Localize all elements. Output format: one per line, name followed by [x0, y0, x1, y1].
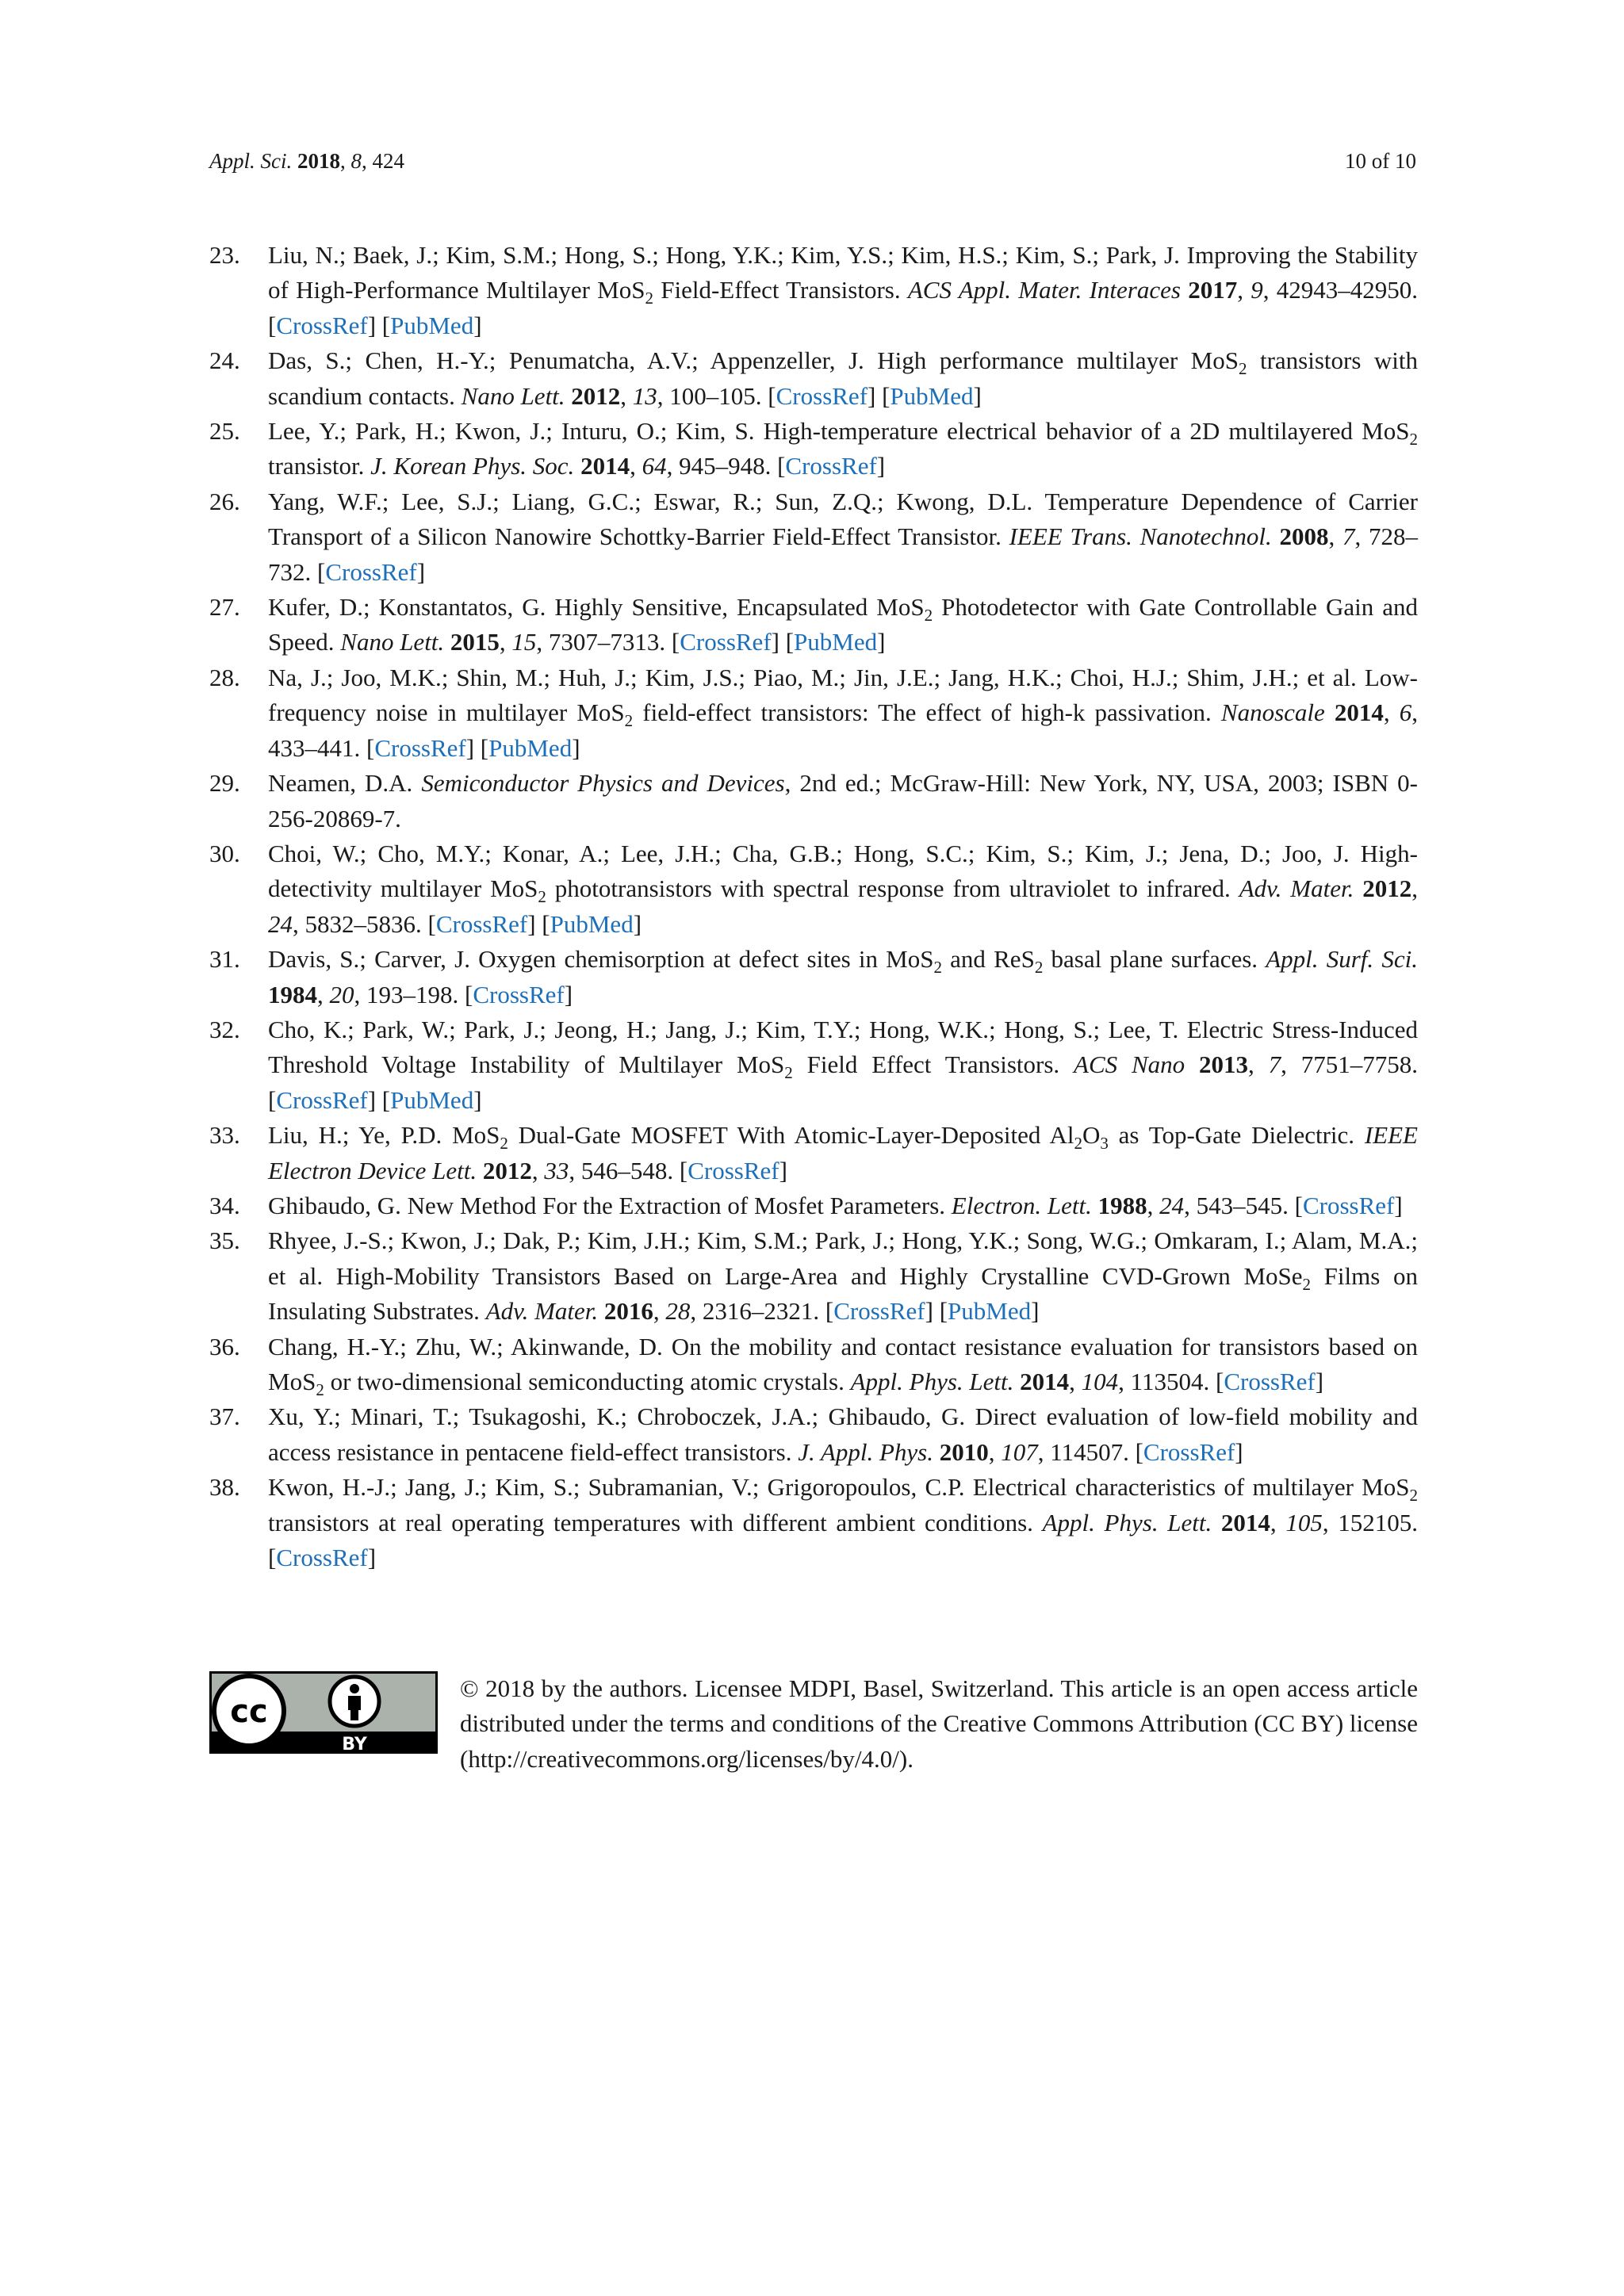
subscript: 2: [316, 1380, 324, 1399]
journal-name: Appl. Sci.: [209, 149, 293, 173]
license-text: © 2018 by the authors. Licensee MDPI, Basel, Switzerland. This article is an open access article distributed under the terms and conditions of the Creative Commons Attribution (CC BY) license (http://creativecommons.org/licenses/by/4.0/).: [460, 1674, 1418, 1773]
reference-number: 30.: [209, 839, 240, 867]
reference-year: 2012: [1362, 874, 1412, 903]
reference-year: 2008: [1279, 522, 1329, 551]
subscript: 3: [1100, 1134, 1109, 1154]
reference-text: Lee, Y.; Park, H.; Kwon, J.; Inturu, O.; Kim, S. High-temperature electrical behavior of a 2D multilayered MoS: [268, 417, 1410, 446]
reference-year: 2015: [450, 628, 500, 656]
reference-volume: 24: [268, 909, 293, 938]
reference-volume: 7: [1342, 522, 1355, 551]
subscript: 2: [1074, 1134, 1082, 1154]
reference-year: 1988: [1097, 1191, 1147, 1219]
reference-pages: 2316–2321.: [702, 1297, 820, 1326]
reference-text: transistors at real operating temperatures with different ambient conditions.: [268, 1508, 1033, 1536]
reference-year: 2014: [580, 452, 630, 480]
reference-text: Ghibaudo, G. New Method For the Extraction of Mosfet Parameters.: [268, 1191, 946, 1219]
reference-year: 1984: [268, 980, 317, 1008]
crossref-link[interactable]: CrossRef: [680, 628, 772, 656]
journal-year: 2018: [297, 149, 340, 173]
reference-number: 29.: [209, 769, 240, 798]
reference-year: 2016: [603, 1297, 653, 1326]
crossref-link[interactable]: CrossRef: [1224, 1368, 1316, 1395]
reference-item: 34. Ghibaudo, G. New Method For the Extraction of Mosfet Parameters. Electron. Lett. 1988, 24, 543–545. [CrossRef]: [209, 1188, 1418, 1223]
reference-item: 38. Kwon, H.-J.; Jang, J.; Kim, S.; Subramanian, V.; Grigoropoulos, C.P. Electrical characteristics of multilayer MoS$_2$ transistors at real operating temperatures with different ambient conditions. Appl. Phys. Lett. 2014, 105, 152105. [CrossRef]: [209, 1470, 1418, 1575]
reference-pages: 546–548.: [580, 1156, 674, 1184]
subscript: 2: [500, 1134, 508, 1154]
reference-item: 33. Liu, H.; Ye, P.D. MoS$_2$ Dual-Gate MOSFET With Atomic-Layer-Deposited $Al_2O_3$ as Top-Gate Dielectric. IEEE Electron Device Lett. 2012, 33, 546–548. [CrossRef]: [209, 1118, 1418, 1188]
reference-pages: 100–105.: [669, 381, 762, 410]
reference-number: 25.: [209, 417, 240, 446]
reference-number: 27.: [209, 593, 240, 622]
reference-year: 2010: [939, 1437, 989, 1466]
crossref-link[interactable]: CrossRef: [435, 909, 528, 938]
pubmed-link[interactable]: PubMed: [890, 381, 974, 410]
reference-text: or two-dimensional semiconducting atomic crystals.: [324, 1368, 845, 1395]
reference-volume: 107: [1001, 1437, 1038, 1466]
reference-pages: 114507.: [1050, 1437, 1129, 1466]
reference-item: [209, 766, 1418, 836]
crossref-link[interactable]: CrossRef: [473, 980, 565, 1008]
reference-number: 35.: [209, 1226, 240, 1255]
reference-text: and ReS: [941, 945, 1035, 974]
reference-volume: 28: [665, 1297, 691, 1326]
reference-item: 32. Cho, K.; Park, W.; Park, J.; Jeong, H.; Jang, J.; Kim, T.Y.; Hong, W.K.; Hong, S.; Lee, T. Electric Stress-Induced Threshold Voltage Instability of Multilayer MoS$_2$ Field Effect Transistors. ACS Nano 2013, 7, 7751–7758. [CrossRef] [PubMed]: [209, 1012, 1418, 1118]
reference-journal: Adv. Mater.: [1239, 874, 1354, 903]
reference-number: 28.: [209, 663, 240, 691]
reference-journal: Semiconductor Physics and Devices: [421, 769, 785, 798]
reference-text: Field Effect Transistors.: [792, 1050, 1060, 1079]
crossref-link[interactable]: CrossRef: [1302, 1191, 1395, 1219]
reference-pages: 433–441.: [268, 733, 361, 762]
reference-text: Dual-Gate MOSFET With Atomic-Layer-Deposited Al: [508, 1121, 1074, 1150]
reference-pages: 728–732.: [268, 522, 1419, 586]
reference-text: Photodetector with Gate Controllable Gain and Speed.: [268, 593, 1418, 656]
subscript: 2: [1302, 1274, 1312, 1294]
reference-number: 38.: [209, 1473, 240, 1502]
reference-text: Films on Insulating Substrates.: [268, 1261, 1418, 1326]
reference-volume: 20: [329, 980, 354, 1008]
reference-journal: Nano Lett.: [340, 628, 445, 656]
crossref-link[interactable]: CrossRef: [325, 557, 417, 586]
reference-text: basal plane surfaces.: [1043, 945, 1258, 974]
subscript: 2: [538, 887, 546, 907]
crossref-link[interactable]: CrossRef: [276, 1085, 368, 1114]
journal-volume: 8: [350, 149, 362, 173]
reference-text: Liu, N.; Baek, J.; Kim, S.M.; Hong, S.; Hong, Y.K.; Kim, Y.S.; Kim, H.S.; Kim, S.; Park, J. Improving the Stability of High-Performance Multilayer MoS: [268, 241, 1418, 304]
reference-pages: 152105.: [1338, 1508, 1419, 1536]
reference-text: Yang, W.F.; Lee, S.J.; Liang, G.C.; Eswar, R.; Sun, Z.Q.; Kwong, D.L. Temperature Dependence of Carrier Transport of a Silicon Nanowire Schottky-Barrier Field-Effect Transistor.: [268, 487, 1418, 551]
crossref-link[interactable]: CrossRef: [785, 452, 877, 480]
reference-pages: 945–948.: [679, 452, 772, 480]
reference-volume: 7: [1268, 1050, 1281, 1079]
reference-journal: Electron. Lett.: [951, 1191, 1092, 1219]
reference-item: 31. Davis, S.; Carver, J. Oxygen chemisorption at defect sites in MoS$_2$ and ReS$_2$ basal plane surfaces. Appl. Surf. Sci. 1984, 20, 193–198. [CrossRef]: [209, 942, 1418, 1012]
reference-item: 35. Rhyee, J.-S.; Kwon, J.; Dak, P.; Kim, J.H.; Kim, S.M.; Park, J.; Hong, Y.K.; Song, W.G.; Omkaram, I.; Alam, M.A.; et al. High-Mobility Transistors Based on Large-Area and Highly Crystalline CVD-Grown MoSe$_2$ Films on Insulating Substrates. Adv. Mater. 2016, 28, 2316–2321. [CrossRef] [PubMed]: [209, 1223, 1418, 1329]
reference-text: Kwon, H.-J.; Jang, J.; Kim, S.; Subramanian, V.; Grigoropoulos, C.P. Electrical characteristics of multilayer MoS: [268, 1473, 1410, 1502]
reference-volume: 105: [1285, 1508, 1323, 1536]
license-block: [209, 1671, 1418, 1777]
reference-pages: 113504.: [1130, 1368, 1210, 1395]
page-header: [209, 149, 1416, 174]
reference-volume: 24: [1159, 1191, 1185, 1219]
reference-text: phototransistors with spectral response from ultraviolet to infrared.: [546, 874, 1231, 903]
reference-journal: J. Appl. Phys.: [798, 1437, 933, 1466]
pubmed-link[interactable]: PubMed: [488, 733, 573, 762]
reference-item: 28. Na, J.; Joo, M.K.; Shin, M.; Huh, J.; Kim, J.S.; Piao, M.; Jin, J.E.; Jang, H.K.; Choi, H.J.; Shim, J.H.; et al. Low-frequency noise in multilayer MoS$_2$ field-effect transistors: The effect of high-k passivation. Nanoscale 2014, 6, 433–441. [CrossRef] [PubMed]: [209, 660, 1418, 766]
reference-text: Das, S.; Chen, H.-Y.; Penumatcha, A.V.; Appenzeller, J. High performance multilayer MoS: [268, 346, 1239, 375]
reference-text: Xu, Y.; Minari, T.; Tsukagoshi, K.; Chroboczek, J.A.; Ghibaudo, G. Direct evaluation of low-field mobility and access resistance in pentacene field-effect transistors.: [268, 1402, 1418, 1466]
reference-volume: 64: [642, 452, 667, 480]
reference-journal: Adv. Mater.: [485, 1297, 599, 1326]
svg-text:BY: BY: [342, 1735, 367, 1754]
reference-volume: 6: [1399, 698, 1412, 727]
reference-text: Rhyee, J.-S.; Kwon, J.; Dak, P.; Kim, J.H.; Kim, S.M.; Park, J.; Hong, Y.K.; Song, W.G.; Omkaram, I.; Alam, M.A.; et al. High-Mobility Transistors Based on Large-Area and Highly Crystalline CVD-Grown MoSe: [268, 1226, 1418, 1290]
reference-volume: 33: [544, 1156, 569, 1184]
reference-year: 2014: [1220, 1508, 1270, 1536]
reference-text: Chang, H.-Y.; Zhu, W.; Akinwande, D. On the mobility and contact resistance evaluation for transistors based on MoS: [268, 1332, 1418, 1395]
reference-number: 36.: [209, 1332, 240, 1360]
reference-journal: J. Korean Phys. Soc.: [370, 452, 575, 480]
reference-number: 26.: [209, 487, 240, 515]
subscript: 2: [1409, 1486, 1418, 1506]
reference-number: 24.: [209, 346, 240, 375]
reference-pages: 193–198.: [366, 980, 459, 1008]
crossref-link[interactable]: CrossRef: [276, 1544, 368, 1572]
reference-number: 31.: [209, 945, 240, 974]
subscript: 2: [624, 711, 634, 731]
reference-number: 34.: [209, 1191, 240, 1219]
reference-text: transistor.: [268, 452, 365, 480]
pubmed-link[interactable]: PubMed: [948, 1297, 1032, 1326]
reference-number: 23.: [209, 241, 240, 269]
reference-item: 27. Kufer, D.; Konstantatos, G. Highly Sensitive, Encapsulated MoS$_2$ Photodetector with Gate Controllable Gain and Speed. Nano Lett. 2015, 15, 7307–7313. [CrossRef] [PubMed]: [209, 590, 1418, 660]
reference-text: as Top-Gate Dielectric.: [1108, 1121, 1355, 1150]
reference-journal: IEEE Trans. Nanotechnol.: [1009, 522, 1272, 551]
reference-year: 2012: [482, 1156, 532, 1184]
journal-citation: Appl. Sci. 2018, 8, 424: [209, 149, 404, 173]
subscript: 2: [784, 1063, 793, 1083]
reference-item: 25. Lee, Y.; Park, H.; Kwon, J.; Inturu, O.; Kim, S. High-temperature electrical behavior of a 2D multilayered MoS$_2$ transistor. J. Korean Phys. Soc. 2014, 64, 945–948. [CrossRef]: [209, 414, 1418, 484]
reference-pages: , 2nd ed.; McGraw-Hill: New York, NY, USA, 2003; ISBN 0-256-20869-7.: [268, 769, 1418, 832]
reference-number: 37.: [209, 1402, 240, 1431]
reference-volume: 13: [632, 381, 657, 410]
article-number: 424: [372, 149, 404, 173]
reference-text: Kufer, D.; Konstantatos, G. Highly Sensitive, Encapsulated MoS: [268, 593, 925, 622]
subscript: 2: [1409, 430, 1418, 450]
reference-journal: Nanoscale: [1220, 698, 1325, 727]
reference-year: 2012: [571, 381, 621, 410]
subscript: 2: [1238, 359, 1247, 379]
reference-text: Choi, W.; Cho, M.Y.; Konar, A.; Lee, J.H.; Cha, G.B.; Hong, S.C.; Kim, S.; Kim, J.; Jena, D.; Joo, J. High-detectivity multilayer MoS: [268, 839, 1418, 903]
svg-text:cc: cc: [230, 1693, 268, 1730]
reference-number: 32.: [209, 1015, 240, 1043]
reference-text: Cho, K.; Park, W.; Park, J.; Jeong, H.; Jang, J.; Kim, T.Y.; Hong, W.K.; Hong, S.; Lee, T. Electric Stress-Induced Threshold Voltage Instability of Multilayer MoS: [268, 1015, 1418, 1079]
crossref-link[interactable]: CrossRef: [1143, 1437, 1235, 1466]
reference-pages: 7751–7758.: [1300, 1050, 1419, 1079]
subscript: 2: [933, 958, 942, 978]
reference-pages: 42943–42950.: [1276, 276, 1419, 304]
pubmed-link[interactable]: PubMed: [390, 311, 474, 339]
subscript: 2: [1034, 958, 1044, 978]
pubmed-link[interactable]: PubMed: [550, 909, 634, 938]
reference-journal: ACS Nano: [1074, 1050, 1185, 1079]
reference-volume: 104: [1081, 1368, 1119, 1395]
reference-item: 24. Das, S.; Chen, H.-Y.; Penumatcha, A.V.; Appenzeller, J. High performance multilayer MoS$_2$ transistors with scandium contacts. Nano Lett. 2012, 13, 100–105. [CrossRef] [PubMed]: [209, 343, 1418, 414]
reference-text: Liu, H.; Ye, P.D. MoS: [268, 1121, 500, 1150]
page-number: 10 of 10: [1345, 149, 1416, 173]
cc-by-license-icon[interactable]: [209, 1671, 438, 1754]
reference-journal: ACS Appl. Mater. Interaces: [907, 276, 1181, 304]
pubmed-link[interactable]: PubMed: [390, 1085, 474, 1114]
reference-journal: Appl. Phys. Lett.: [1042, 1508, 1212, 1536]
reference-item: 30. Choi, W.; Cho, M.Y.; Konar, A.; Lee, J.H.; Cha, G.B.; Hong, S.C.; Kim, S.; Kim, J.; Jena, D.; Joo, J. High-detectivity multilayer MoS$_2$ phototransistors with spectral response from ultraviolet to infrared. Adv. Mater. 2012, 24, 5832–5836. [CrossRef] [PubMed]: [209, 836, 1418, 942]
crossref-link[interactable]: CrossRef: [833, 1297, 925, 1326]
reference-journal: Appl. Surf. Sci.: [1266, 945, 1418, 974]
reference-pages: 5832–5836.: [304, 909, 422, 938]
reference-text: Field-Effect Transistors.: [653, 276, 901, 304]
reference-number: 33.: [209, 1121, 240, 1150]
reference-list: [209, 238, 1418, 1575]
reference-text: transistors with scandium contacts.: [268, 346, 1418, 410]
reference-item: 23. Liu, N.; Baek, J.; Kim, S.M.; Hong, S.; Hong, Y.K.; Kim, Y.S.; Kim, H.S.; Kim, S.; Park, J. Improving the Stability of High-Performance Multilayer MoS$_2$ Field-Effect Transistors. ACS Appl. Mater. Interaces 2017, 9, 42943–42950. [CrossRef] [PubMed]: [209, 238, 1418, 343]
reference-volume: 15: [511, 628, 537, 656]
reference-text: O: [1082, 1121, 1101, 1150]
reference-pages: 543–545.: [1196, 1191, 1289, 1219]
crossref-link[interactable]: CrossRef: [776, 381, 868, 410]
reference-journal: Nano Lett.: [461, 381, 565, 410]
reference-year: 2014: [1334, 698, 1384, 727]
reference-text: Davis, S.; Carver, J. Oxygen chemisorption at defect sites in MoS: [268, 945, 934, 974]
reference-journal: IEEE Electron Device Lett.: [268, 1121, 1418, 1184]
crossref-link[interactable]: CrossRef: [374, 733, 466, 762]
reference-year: 2017: [1188, 276, 1238, 304]
reference-pages: 7307–7313.: [548, 628, 666, 656]
reference-text: field-effect transistors: The effect of high-k passivation.: [633, 698, 1212, 727]
reference-item: 36. Chang, H.-Y.; Zhu, W.; Akinwande, D. On the mobility and contact resistance evaluation for transistors based on MoS$_2$ or two-dimensional semiconducting atomic crystals. Appl. Phys. Lett. 2014, 104, 113504. [CrossRef]: [209, 1330, 1418, 1400]
subscript: 2: [924, 606, 933, 626]
reference-year: 2014: [1020, 1368, 1070, 1395]
crossref-link[interactable]: CrossRef: [688, 1156, 779, 1184]
pubmed-link[interactable]: PubMed: [794, 628, 878, 656]
reference-year: 2013: [1199, 1050, 1249, 1079]
reference-item: 37. Xu, Y.; Minari, T.; Tsukagoshi, K.; Chroboczek, J.A.; Ghibaudo, G. Direct evaluation of low-field mobility and access resistance in pentacene field-effect transistors. J. Appl. Phys. 2010, 107, 114507. [CrossRef]: [209, 1399, 1418, 1470]
reference-text: Neamen, D.A.: [268, 769, 413, 798]
reference-item: 26. Yang, W.F.; Lee, S.J.; Liang, G.C.; Eswar, R.; Sun, Z.Q.; Kwong, D.L. Temperature Dependence of Carrier Transport of a Silicon Nanowire Schottky-Barrier Field-Effect Transistor. IEEE Trans. Nanotechnol. 2008, 7, 728–732. [CrossRef]: [209, 484, 1418, 590]
crossref-link[interactable]: CrossRef: [276, 311, 368, 339]
reference-journal: Appl. Phys. Lett.: [850, 1368, 1014, 1395]
reference-text: Na, J.; Joo, M.K.; Shin, M.; Huh, J.; Kim, J.S.; Piao, M.; Jin, J.E.; Jang, H.K.; Choi, H.J.; Shim, J.H.; et al. Low-frequency noise in multilayer MoS: [268, 663, 1418, 727]
subscript: 2: [645, 289, 653, 308]
reference-volume: 9: [1251, 276, 1263, 304]
